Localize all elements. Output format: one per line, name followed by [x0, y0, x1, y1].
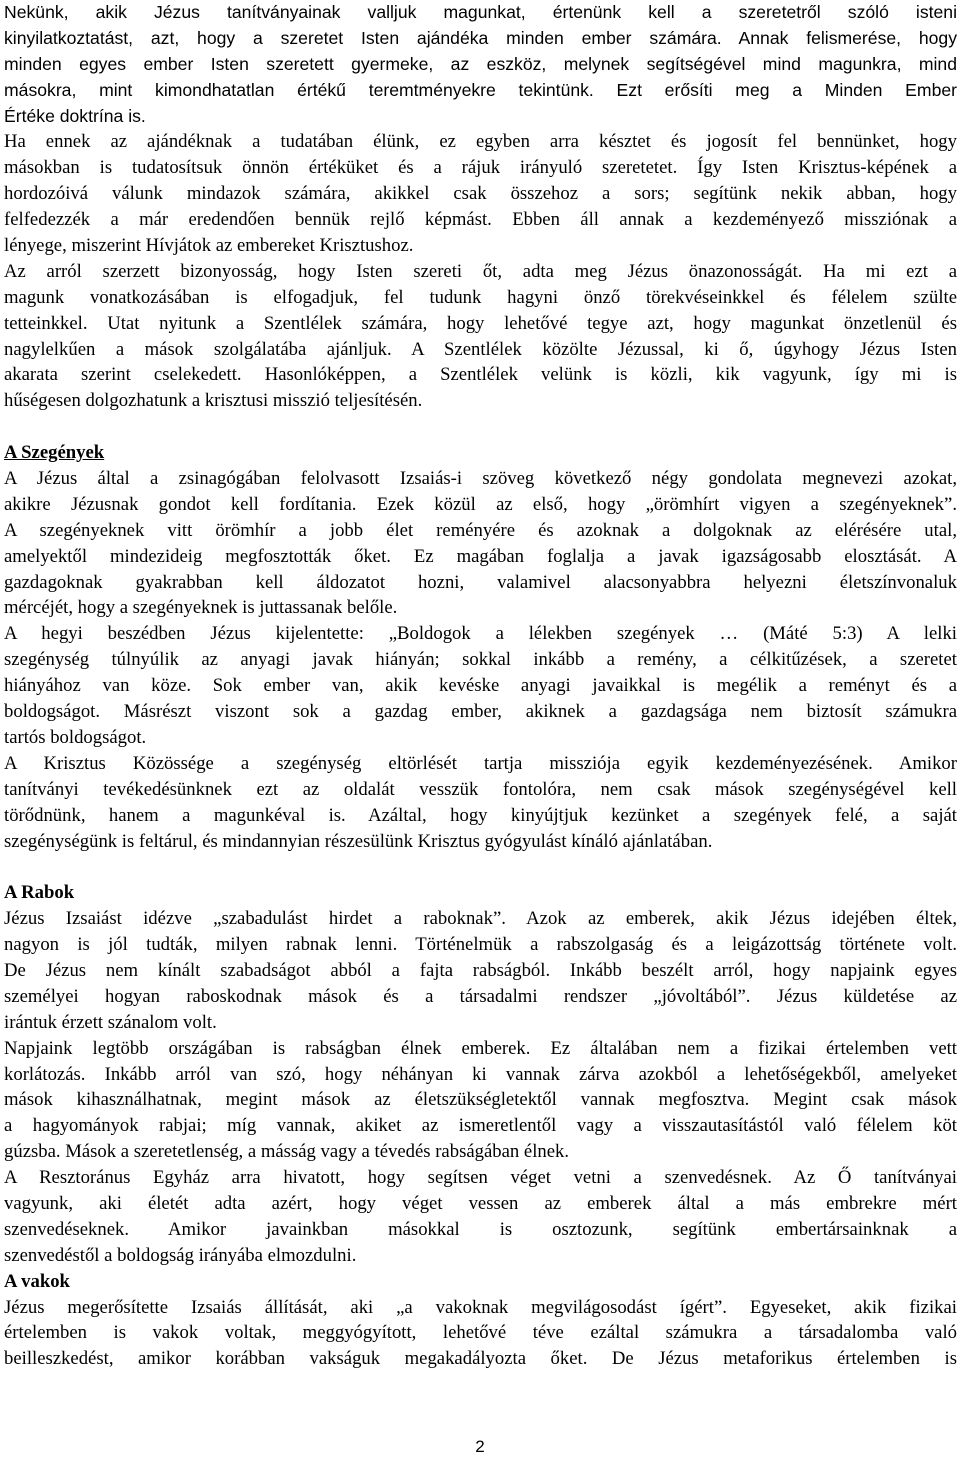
text-line: Jézus Izsaiást idézve „szabadulást hirdet a raboknak”. Azok az emberek, akik Jézus idejében éltek,: [4, 908, 957, 930]
text-line: szenvedéseknek. Amikor javainkban másokkal is osztozunk, segítünk embertársainknak a: [4, 1218, 957, 1240]
paragraph: [4, 1165, 957, 1269]
text-line: Értéke doktrína is.: [4, 105, 146, 126]
text-line: mércéjét, hogy a szegényeknek is juttassanak belőle.: [4, 597, 398, 619]
paragraph: [4, 466, 957, 621]
text-line: vagyunk, aki életét adta azért, hogy véget vessen az emberek által a más embrekre mért: [4, 1192, 957, 1214]
text-line: korlátozás. Inkább arról van szó, hogy néhányan ki vannak zárva azokból a lehetőségekből, amelyeket: [4, 1063, 957, 1085]
section-heading-vakok: A vakok: [4, 1270, 70, 1292]
text-line: szenvedéstől a boldogság irányába elmozdulni.: [4, 1244, 357, 1266]
text-line: tetteinkkel. Utat nyitunk a Szentlélek számára, hogy lehetővé tegye azt, hogy magunkat önzetlenül és: [4, 312, 957, 334]
text-line: szegénység túlnyúlik az anyagi javak hiányán; sokkal inkább a remény, a célkitűzések, a szeretet: [4, 649, 957, 671]
text-line: tanítványi tevékedésünknek ezt az oldalát vesszük fontolóra, nem csak mások szegénységével kell: [4, 778, 957, 800]
text-line: A Resztoránus Egyház arra hivatott, hogy segítsen véget vetni a szenvedésnek. Az Ő tanítványai: [4, 1167, 957, 1189]
text-line: A Krisztus Közössége a szegénység eltörlését tartja missziója egyik kezdeményezésének. Amikor: [4, 752, 957, 774]
text-line: De Jézus nem kínált szabadságot abból a fajta rabságból. Inkább beszélt arról, hogy napjaink egyes: [4, 959, 957, 981]
section-heading-szegenyek: A Szegények: [4, 442, 105, 464]
text-line: minden egyes ember Isten szeretett gyermeke, az eszköz, melynek segítségével mind magunkra, mind: [4, 53, 957, 74]
blank-line: [4, 854, 957, 880]
text-line: tartós boldogságot.: [4, 726, 147, 748]
text-line: másokban is tudatosítsuk önnön értéküket és a rájuk irányuló szeretetet. Így Isten Krisztus-képének a: [4, 157, 957, 179]
text-line: Ha ennek az ajándéknak a tudatában élünk, ez egyben arra késztet és jogosít fel bennünket, hogy: [4, 131, 957, 153]
text-line: irántuk érzett szánalom volt.: [4, 1011, 217, 1033]
text-line: törődnünk, hanem a magunkéval is. Azáltal, hogy kinyújtjuk kezünket a szegények felé, a saját: [4, 804, 957, 826]
text-line: nagyon is jól tudták, milyen rabnak lenni. Történelmük a rabszolgaság és a leigázottság története volt.: [4, 934, 957, 956]
text-line: magunk vonatkozásában is elfogadjuk, fel tudunk hagyni önző törekvéseinkkel és félelem szülte: [4, 286, 957, 308]
paragraph: [4, 259, 957, 414]
paragraph: [4, 906, 957, 1035]
paragraph: [4, 1295, 957, 1373]
paragraph: [4, 621, 957, 750]
text-line: gúzsba. Mások a szeretetlenség, a másság vagy a tévedés rabságában élnek.: [4, 1141, 570, 1163]
text-line: A szegényeknek vitt örömhír a jobb élet reményére és azoknak a dolgoknak az elérésére utal,: [4, 519, 957, 541]
text-line: a hagyományok rabjai; míg vannak, akiket az ismeretlentől vagy a visszautasítástól való félelem köt: [4, 1115, 957, 1137]
text-line: kinyilatkoztatást, azt, hogy a szeretet Isten ajándéka minden ember számára. Annak felismerése, hogy: [4, 27, 957, 48]
text-line: nagylelkűen a mások szolgálatába ajánljuk. A Szentlélek közölte Jézussal, ki ő, úgyhogy Jézus Isten: [4, 338, 957, 360]
text-line: hűségesen dolgozhatunk a krisztusi misszió teljesítésén.: [4, 390, 423, 412]
paragraph: [4, 751, 957, 855]
text-line: Nekünk, akik Jézus tanítványainak valljuk magunkat, értenünk kell a szeretetről szóló isteni: [4, 2, 957, 22]
text-line: mások kihasználhatnak, megint mások az életszükségletektől vannak megfosztva. Megint csak mások: [4, 1089, 957, 1111]
text-line: értelemben is vakok voltak, meggyógyított, lehetővé téve ezáltal számukra a társadalomba való: [4, 1322, 957, 1344]
text-line: A hegyi beszédben Jézus kijelentette: „Boldogok a lélekben szegények … (Máté 5:3) A lelki: [4, 623, 957, 645]
page-number: 2: [475, 1437, 485, 1456]
text-line: személyei hogyan raboskodnak mások és a társadalmi rendszer „jóvoltából”. Jézus küldetése az: [4, 985, 957, 1007]
text-line: akarata szerint cselekedett. Hasonlóképpen, a Szentlélek velünk is közli, kik vagyunk, így mi is: [4, 364, 957, 386]
text-line: másokra, mint kimondhatatlan értékű teremtményekre tekintünk. Ezt erősíti meg a Minden Ember: [4, 79, 957, 100]
document-page: [4, 0, 957, 1468]
text-line: amelyektől mindezideig megfosztották őket. Ez magában foglalja a javak igazságosabb elosztását. A: [4, 545, 957, 567]
blank-line: [4, 414, 957, 440]
paragraph: [4, 1036, 957, 1165]
text-line: hordozóivá válunk mindazok számára, akikkel csak összehoz a sors; segítünk nekik abban, hogy: [4, 183, 957, 205]
text-line: szegénységünk is feltárul, és mindannyian részesülünk Krisztus gyógyulást kínáló ajánlatában.: [4, 830, 713, 852]
text-line: Az arról szerzett bizonyosság, hogy Isten szereti őt, adta meg Jézus önazonosságát. Ha mi ezt a: [4, 260, 957, 282]
text-line: Napjaink legtöbb országában is rabságban élnek emberek. Ez általában nem a fizikai értelemben vett: [4, 1037, 957, 1059]
text-line: beilleszkedést, amikor korábban vakságuk megakadályozta őket. De Jézus metaforikus értelemben is: [4, 1348, 957, 1370]
text-line: A Jézus által a zsinagógában felolvasott Izsaiás-i szöveg következő négy gondolata megnevezi azokat,: [4, 468, 957, 490]
paragraph: [4, 129, 957, 258]
text-line: felfedezzék a már eredendően bennük rejlő képmást. Ebben áll annak a kezdeményező missziónak a: [4, 209, 957, 231]
text-line: boldogságot. Másrészt viszont sok a gazdag ember, akiknek a gazdagsága nem biztosít számukra: [4, 701, 957, 723]
text-line: lényege, miszerint Hívjátok az embereket Krisztushoz.: [4, 235, 414, 257]
text-line: hiányához van köze. Sok ember van, akik kevéske anyagi javaikkal is megélik a reményt és a: [4, 675, 957, 697]
section-heading-rabok: A Rabok: [4, 882, 75, 904]
text-line: akikre Jézusnak gondot kell fordítania. Ezek közül az első, hogy „örömhírt vigyen a szegényeknek”.: [4, 493, 957, 515]
paragraph: [4, 0, 957, 129]
text-line: Jézus megerősítette Izsaiás állítását, aki „a vakoknak megvilágosodást ígért”. Egyeseket, akik fizikai: [4, 1296, 957, 1318]
text-line: gazdagoknak gyakrabban kell áldozatot hozni, valamivel alacsonyabbra helyezni életszínvonaluk: [4, 571, 957, 593]
